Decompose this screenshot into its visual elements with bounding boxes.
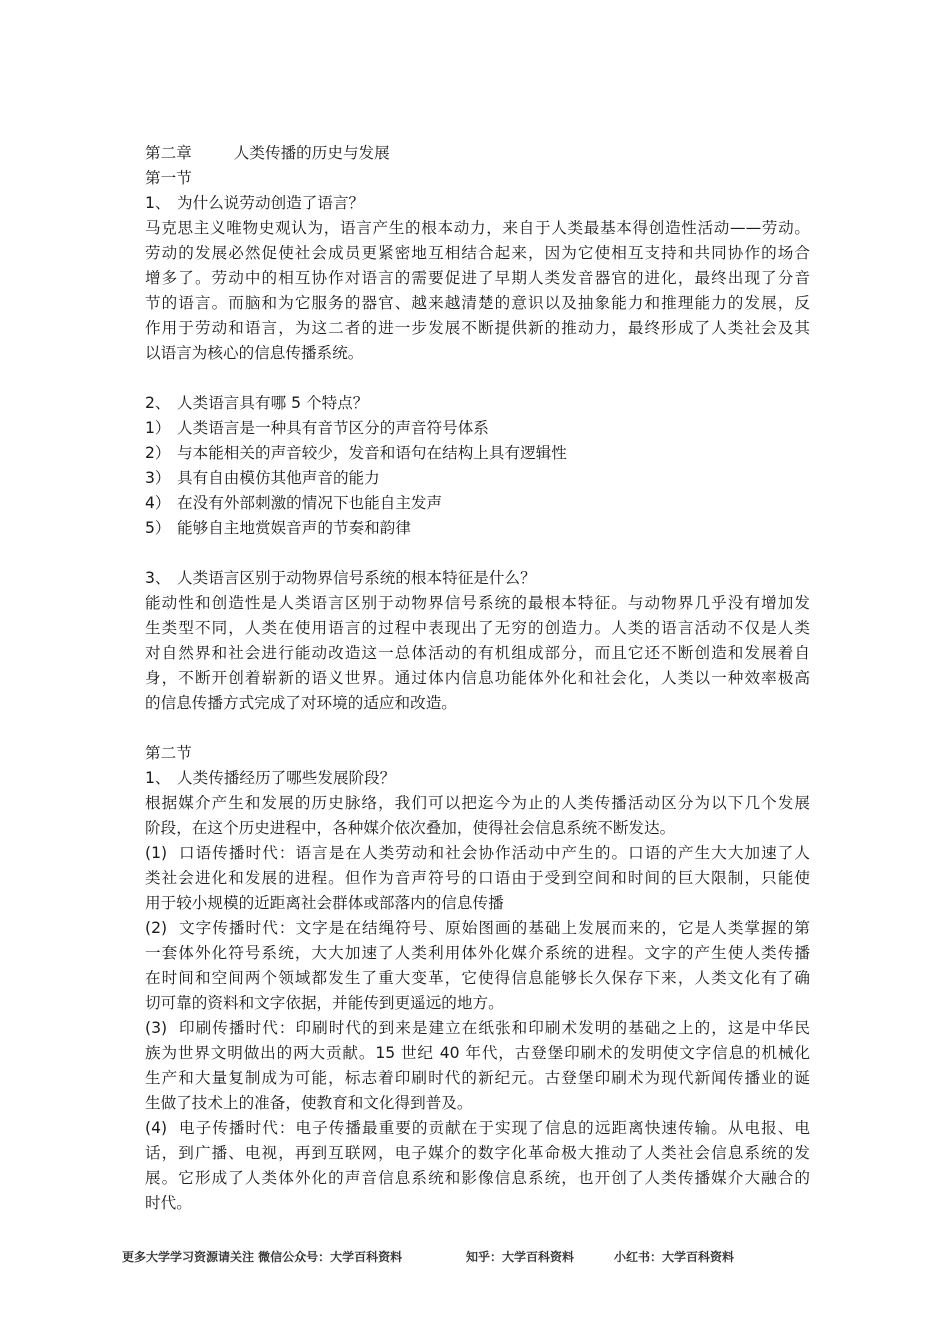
stage-2-line: (2) 文字传播时代：文字是在结绳符号、原始图画的基础上发展而来的，它是人类掌握的第 [145, 916, 810, 941]
item-text: 人类语言是一种具有音节区分的声音符号体系 [177, 419, 489, 437]
s2-q1-question [145, 766, 810, 791]
s1-q1-answer-line: 增多了。劳动中的相互协作对语言的需要促进了早期人类发音器官的进化，最终出现了分音 [145, 269, 810, 287]
list-item [145, 466, 810, 491]
stage-number: (4) [145, 1119, 168, 1137]
stage-number: (3) [145, 1019, 168, 1037]
item-number: 1） [145, 419, 171, 437]
stage-3-line: 生产和大量复制成为可能，标志着印刷时代的新纪元。古登堡印刷术为现代新闻传播业的诞 [145, 1069, 810, 1087]
item-text: 具有自由模仿其他声音的能力 [177, 469, 380, 487]
item-number: 2） [145, 444, 171, 462]
question-text: 人类语言具有哪 5 个特点？ [177, 394, 369, 412]
chapter-label: 第二章 [145, 144, 192, 162]
s1-q1-answer-line: 马克思主义唯物史观认为，语言产生的根本动力，来自于人类最基本得创造性活动——劳动。 [145, 219, 810, 237]
s1-q1-answer-line: 节的语言。而脑和为它服务的器官、越来越清楚的意识以及抽象能力和推理能力的发展，反 [145, 294, 810, 312]
stage-2-line: 在时间和空间两个领域都发生了重大变革，它使得信息能够长久保存下来，人类文化有了确 [145, 969, 810, 987]
question-number: 3、 [145, 569, 171, 587]
stage-1-line: (1) 口语传播时代：语言是在人类劳动和社会协作活动中产生的。口语的产生大大加速了人 [145, 841, 810, 866]
s1-q3-answer-line: 身，不断开创着崭新的语义世界。通过体内信息功能体外化和社会化，人类以一种效率极高 [145, 669, 810, 687]
item-text: 能够自主地赏娱音声的节奏和韵律 [177, 519, 411, 537]
s1-q1-answer-line: 以语言为核心的信息传播系统。 [145, 344, 364, 362]
chapter-title: 人类传播的历史与发展 [233, 144, 390, 162]
stage-number: (2) [145, 919, 168, 937]
section-2-heading: 第二节 [145, 744, 192, 762]
s1-q1-question [145, 191, 810, 216]
stage-1-line: 用于较小规模的近距离社会群体或部落内的信息传播 [145, 894, 504, 912]
s1-q1-answer-line: 作用于劳动和语言，为这二者的进一步发展不断提供新的推动力，最终形成了人类社会及其 [145, 319, 810, 337]
question-text: 为什么说劳动创造了语言？ [177, 194, 365, 212]
stage-3-line: 生做了技术上的准备，使教育和文化得到普及。 [145, 1094, 473, 1112]
footer-xiaohongshu: 小红书：大学百科资料 [614, 1250, 735, 1264]
question-text: 人类语言区别于动物界信号系统的根本特征是什么？ [177, 569, 536, 587]
question-text: 人类传播经历了哪些发展阶段？ [177, 769, 396, 787]
list-item [145, 416, 810, 441]
item-number: 5） [145, 519, 171, 537]
s1-q3-answer-line: 对自然界和社会进行能动改造这一总体活动的有机组成部分，而且它还不断创造和发展着自 [145, 644, 810, 662]
stage-4-line: 展。它形成了人类体外化的声音信息系统和影像信息系统，也开创了人类传播媒介大融合的 [145, 1169, 810, 1187]
list-item [145, 516, 810, 541]
item-number: 3） [145, 469, 171, 487]
s1-q3-answer-line: 的信息传播方式完成了对环境的适应和改造。 [145, 694, 457, 712]
s1-q3-question [145, 566, 810, 591]
item-number: 4） [145, 494, 171, 512]
section-1-heading: 第一节 [145, 169, 192, 187]
stage-4-line: (4) 电子传播时代：电子传播最重要的贡献在于实现了信息的远距离快速传输。从电报、电 [145, 1116, 810, 1141]
page-footer [0, 1248, 950, 1268]
s1-q2-question [145, 391, 810, 416]
stage-number: (1) [145, 844, 168, 862]
item-text: 在没有外部刺激的情况下也能自主发声 [177, 494, 443, 512]
s2-intro-line: 阶段，在这个历史进程中，各种媒介依次叠加，使得社会信息系统不断发达。 [145, 819, 676, 837]
footer-wechat: 更多大学学习资源请关注 微信公众号：大学百科资料 [122, 1250, 403, 1264]
footer-zhihu: 知乎：大学百科资料 [466, 1250, 575, 1264]
s2-intro-line: 根据媒介产生和发展的历史脉络，我们可以把迄今为止的人类传播活动区分为以下几个发展 [145, 794, 810, 812]
stage-4-line: 时代。 [145, 1194, 192, 1212]
s1-q3-answer-line: 生类型不同，人类在使用语言的过程中表现出了无穷的创造力。人类的语言活动不仅是人类 [145, 619, 810, 637]
question-number: 1、 [145, 194, 171, 212]
stage-1-line: 类社会进化和发展的进程。但作为音声符号的口语由于受到空间和时间的巨大限制，只能使 [145, 869, 810, 887]
document-body [145, 141, 810, 1216]
list-item [145, 441, 810, 466]
s1-q1-answer-line: 劳动的发展必然促使社会成员更紧密地互相结合起来，因为它使相互支持和共同协作的场合 [145, 244, 810, 262]
stage-4-line: 话，到广播、电视，再到互联网，电子媒介的数字化革命极大推动了人类社会信息系统的发 [145, 1144, 810, 1162]
item-text: 与本能相关的声音较少，发音和语句在结构上具有逻辑性 [177, 444, 567, 462]
list-item [145, 491, 810, 516]
s1-q3-answer-line: 能动性和创造性是人类语言区别于动物界信号系统的最根本特征。与动物界几乎没有增加发 [145, 594, 810, 612]
chapter-heading [145, 141, 810, 166]
stage-3-line: (3) 印刷传播时代：印刷时代的到来是建立在纸张和印刷术发明的基础之上的，这是中华民 [145, 1016, 810, 1041]
stage-2-line: 切可靠的资料和文字依据，并能传到更遥远的地方。 [145, 994, 504, 1012]
stage-2-line: 一套体外化符号系统，大大加速了人类利用体外化媒介系统的进程。文字的产生使人类传播 [145, 944, 810, 962]
question-number: 1、 [145, 769, 171, 787]
question-number: 2、 [145, 394, 171, 412]
stage-3-line: 族为世界文明做出的两大贡献。15 世纪 40 年代，古登堡印刷术的发明使文字信息的机械化 [145, 1044, 810, 1062]
